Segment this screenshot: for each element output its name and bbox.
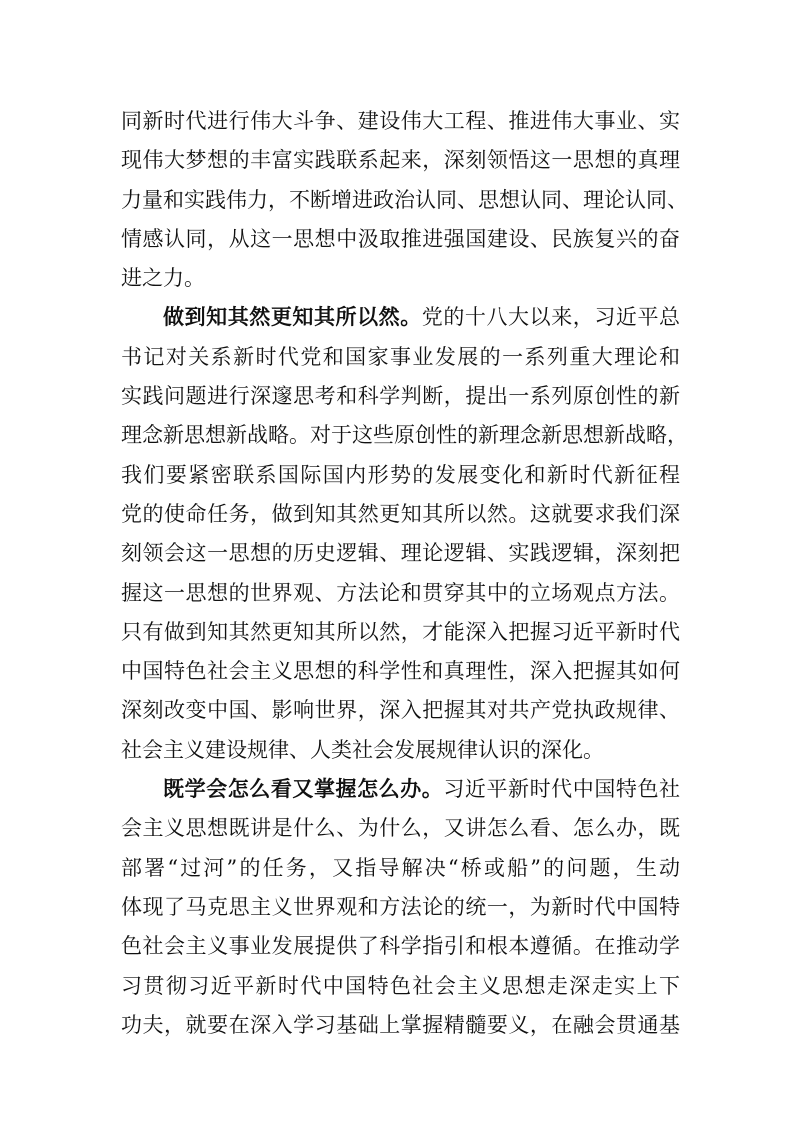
text-line: 情感认同，从这一思想中汲取推进强国建设、民族复兴的奋 [121, 226, 680, 251]
paragraph-3 [121, 770, 680, 1045]
text-line: 实践问题进行深邃思考和科学判断，提出一系列原创性的新 [121, 384, 680, 409]
text-line: 社会主义建设规律、人类社会发展规律认识的深化。 [121, 737, 604, 762]
paragraph-heading: 做到知其然更知其所以然。 [163, 305, 422, 330]
text-line: 会主义思想既讲是什么、为什么，又讲怎么看、怎么办，既 [121, 816, 680, 841]
text-run: 党的十八大以来，习近平总 [421, 305, 681, 330]
text-line [121, 298, 680, 337]
text-line: 中国特色社会主义思想的科学性和真理性，深入把握其如何 [121, 659, 680, 684]
text-line: 党的使命任务，做到知其然更知其所以然。这就要求我们深 [121, 501, 680, 526]
paragraph-heading: 既学会怎么看又掌握怎么办。 [163, 777, 444, 802]
text-line: 进之力。 [121, 266, 205, 291]
text-run: 习近平新时代中国特色社 [443, 777, 681, 802]
text-line [121, 770, 680, 809]
text-line: 理念新思想新战略。对于这些原创性的新理念新思想新战略， [121, 423, 688, 448]
text-line: 体现了马克思主义世界观和方法论的统一，为新时代中国特 [121, 894, 680, 919]
text-line: 习贯彻习近平新时代中国特色社会主义思想走深走实上下 [121, 973, 680, 998]
text-line: 刻领会这一思想的历史逻辑、理论逻辑、实践逻辑，深刻把 [121, 541, 680, 566]
text-line: 部署“过河”的任务，又指导解决“桥或船”的问题，生动 [121, 855, 680, 880]
text-line: 色社会主义事业发展提供了科学指引和根本遵循。在推动学 [121, 934, 680, 959]
text-line: 功夫，就要在深入学习基础上掌握精髓要义，在融会贯通基 [121, 1012, 680, 1037]
text-line: 我们要紧密联系国际国内形势的发展变化和新时代新征程 [121, 462, 680, 487]
document-page [121, 102, 688, 1045]
text-line: 同新时代进行伟大斗争、建设伟大工程、推进伟大事业、实 [121, 109, 680, 133]
text-line: 握这一思想的世界观、方法论和贯穿其中的立场观点方法。 [121, 580, 680, 605]
paragraph-2 [121, 298, 688, 770]
text-line: 力量和实践伟力，不断增进政治认同、思想认同、理论认同、 [121, 187, 688, 212]
text-line: 书记对关系新时代党和国家事业发展的一系列重大理论和 [121, 344, 680, 369]
text-line: 现伟大梦想的丰富实践联系起来，深刻领悟这一思想的真理 [121, 148, 680, 173]
text-line: 深刻改变中国、影响世界，深入把握其对共产党执政规律、 [121, 698, 680, 723]
text-line: 只有做到知其然更知其所以然，才能深入把握习近平新时代 [121, 619, 680, 644]
paragraph-1 [121, 102, 688, 298]
